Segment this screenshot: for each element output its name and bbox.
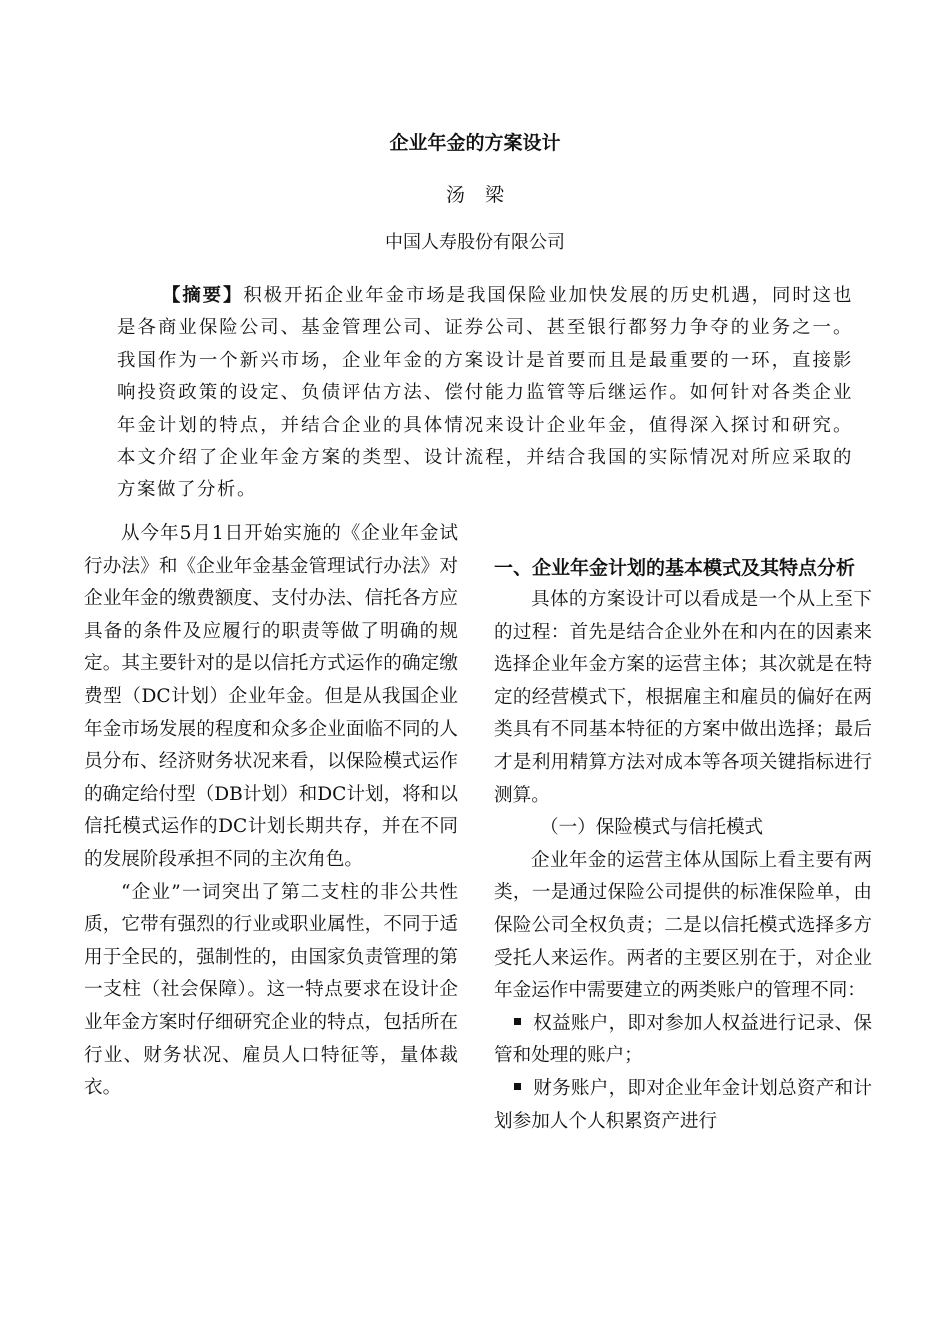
right-column (494, 552, 872, 1138)
document-title: 企业年金的方案设计 (389, 132, 561, 154)
bullet-item (494, 1073, 872, 1138)
bullet-text: 权益账户，即对参加人权益进行记录、保管和处理的账户； (494, 1012, 872, 1067)
author-name: 汤梁 (445, 184, 524, 206)
author-affiliation: 中国人寿股份有限公司 (385, 232, 565, 253)
abstract-text: 积极开拓企业年金市场是我国保险业加快发展的历史机遇，同时这也是各商业保险公司、基金管理公司、证券公司、甚至银行都努力争夺的业务之一。我国作为一个新兴市场，企业年金的方案设计是首要而且是最重要的一环，直接影响投资政策的设定、负债评估方法、偿付能力监管等后继运作。如何针对各类企业年金计划的特点，并结合企业的具体情况来设计企业年金，值得深入探讨和研究。本文介绍了企业年金方案的类型、设计流程，并结合我国的实际情况对所应采取的方案做了分析。 (117, 285, 853, 501)
abstract (117, 280, 853, 507)
body-paragraph: “企业”一词突出了第二支柱的非公共性质，它带有强烈的行业或职业属性，不同于适用于全民的，强制性的，由国家负责管理的第一支柱（社会保障）。这一特点要求在设计企业年金方案时仔细研究企业的特点，包括所在行业、财务状况、雇员人口特征等，量体裁衣。 (84, 881, 458, 1099)
bullet-item (494, 1008, 872, 1073)
section-heading: 一、企业年金计划的基本模式及其特点分析 (494, 557, 856, 579)
body-paragraph: 从今年5月1日开始实施的《企业年金试行办法》和《企业年金基金管理试行办法》对企业年金的缴费额度、支付办法、信托各方应具备的条件及应履行的职责等做了明确的规定。其主要针对的是以信托方式运作的确定缴费型（DC计划）企业年金。但是从我国企业年金市场发展的程度和众多企业面临不同的人员分布、经济财务状况来看，以保险模式运作的确定给付型（DB计划）和DC计划，将和以信托模式运作的DC计划长期共存，并在不同的发展阶段承担不同的主次角色。 (84, 523, 458, 870)
bullet-text: 财务账户，即对企业年金计划总资产和计划参加人个人积累资产进行 (494, 1077, 872, 1132)
body-paragraph: 企业年金的运营主体从国际上看主要有两类，一是通过保险公司提供的标准保险单，由保险公司全权负责；二是以信托模式选择多方受托人来运作。两者的主要区别在于，对企业年金运作中需要建立的两类账户的管理不同： (494, 849, 872, 1002)
body-paragraph: 具体的方案设计可以看成是一个从上至下的过程：首先是结合企业外在和内在的因素来选择企业年金方案的运营主体；其次就是在特定的经营模式下，根据雇主和雇员的偏好在两类具有不同基本特征的方案中做出选择；最后才是利用精算方法对成本等各项关键指标进行测算。 (494, 589, 872, 806)
abstract-label: 【摘要】 (162, 285, 244, 306)
square-bullet-icon (514, 1018, 521, 1025)
subsection-heading: （一）保险模式与信托模式 (540, 817, 764, 839)
square-bullet-icon (514, 1083, 521, 1090)
left-column (84, 518, 458, 1105)
